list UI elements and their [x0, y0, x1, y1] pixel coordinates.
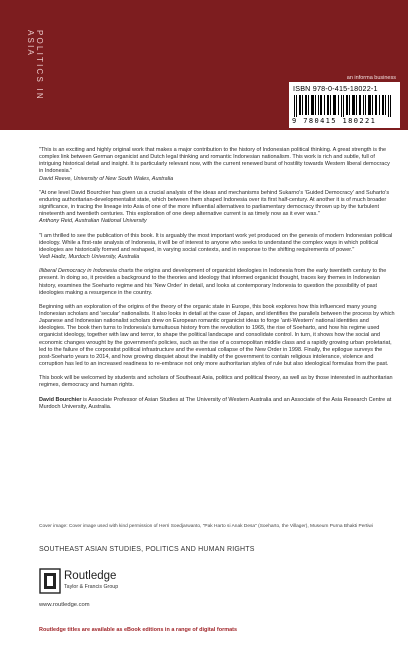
isbn-label: ISBN 978-0-415-18022-1 [293, 84, 378, 93]
routledge-logo-icon [39, 568, 61, 594]
quote-attribution: Vedi Hadiz, Murdoch University, Australia [39, 254, 140, 261]
description-text: charts the origins and development of organicist ideologies in Indonesia from the early twentieth century to the present. In doing so, it provides a background to the theories and ideology that informed organicist thought, traces key themes in Indonesian history, examines the Soeharto regime and his 'New Order' in detail, and looks at contemporary Indonesia to question the possibility of past ideologies making a resurgence in the country. [39, 268, 387, 296]
quote-1 [39, 147, 395, 183]
ebook-notice: Routledge titles are available as eBook editions in a range of digital formats [39, 627, 238, 633]
publisher-website: www.routledge.com [39, 602, 90, 608]
quote-attribution: Anthony Reid, Australian National University [39, 218, 147, 225]
series-subject-line: SOUTHEAST ASIAN STUDIES, POLITICS AND HUMAN RIGHTS [39, 546, 255, 553]
publisher-group: Taylor & Francis Group [64, 584, 119, 590]
quote-attribution: David Reeve, University of New South Wales, Australia [39, 175, 174, 182]
quote-text: "I am thrilled to see the publication of this book. It is arguably the most important work yet produced on the genesis of modern Indonesian political ideology. While a first-rate analysis of Indonesia, it will be of interest to anyone who seeks to understand the complex ways in which political ideologies are historically formed and reshaped, in varying social contexts, and in response to the shifting requirements of power." [39, 232, 393, 253]
cover-header-band [0, 0, 408, 130]
publisher-logo [39, 568, 159, 596]
barcode-icon [292, 95, 397, 117]
back-cover-text [39, 147, 395, 418]
quote-2 [39, 190, 395, 226]
publisher-name: Routledge [64, 570, 117, 582]
author-name: David Bourchier [39, 396, 82, 403]
quote-3 [39, 233, 395, 262]
cover-image-credit: Cover image: Cover image used with kind permission of Herri Soedjarwanto, "Pak Harto si Anak Desa" (Soeharto, the Villager), Museum Purna Bhakti Pertiwi [39, 524, 373, 529]
series-spine-title: POLITICS IN ASIA [26, 30, 44, 101]
description-paragraph-3: This book will be welcomed by students and scholars of Southeast Asia, politics and political theory, as well as by those interested in authoritarian regimes, democracy and human rights. [39, 375, 393, 389]
barcode-digits: 9 780415 180221 [292, 117, 377, 125]
book-title: Illiberal Democracy in Indonesia [39, 268, 117, 275]
description-paragraph-2: Beginning with an exploration of the origins of the theory of the organic state in Europe, this book explores how this influenced many young Indonesian scholars and 'secular' nationalists. It also looks in detail at the case of Japan, and identifies the parallels between the process by which Japanese and Indonesian nationalist scholars drew on European romantic organicist ideas to forge 'anti-Western' national identities and ideologies. The book then turns to Indonesia's tumultuous history from the revolution to 1965, the rise of Soeharto, and how his regime used organicist ideology, together with law and terror, to shape the political landscape and consolidate control. In turn, it shows how the social and economic changes wrought by the government's policies, such as the rise of a cosmopolitan middle class and a rapidly growing urban proletariat, led to the failure of the corporatist political infrastructure and the eventual collapse of the New Order in 1998. Finally, the epilogue surveys the post-Soeharto years to 2014, and how growing disquiet about the inability of the government to contain religious intolerance, violence and corruption has led to an increased readiness to re-embrace not only more authoritarian styles of rule but also ideological formulas from the past. [39, 303, 395, 368]
isbn-barcode-box [289, 82, 400, 128]
author-bio-text: is Associate Professor of Asian Studies at The University of Western Australia and an Associate of the Asia Research Centre at Murdoch University, Australia. [39, 396, 392, 410]
author-bio [39, 397, 395, 411]
description-paragraph-1 [39, 268, 395, 297]
quote-text: "This is an exciting and highly original work that makes a major contribution to the history of Indonesian political thinking. A great strength is the complex link between German organicist and Dutch legal thinking and romantic Indonesian nationalism. This work is rich and subtle, full of intriguing historical detail and insight. It is particularly relevant now, with the current renewed burst of hostility towards Western liberal democracy in Indonesia." [39, 147, 390, 175]
quote-text: "At one level David Bourchier has given us a crucial analysis of the ideas and mechanisms behind Sukarno's 'Guided Democracy' and Suharto's enduring authoritarian-developmentalist state, which between them shaped Indonesia over its first half-century. At another it is of much broader significance, in tracing the lineage into Asia of one of the more influential alternatives to parliamentary democracy thrown up by the turbulent nineteenth and twentieth centuries. This exploration of one deep alternative current is as timely now as it ever was." [39, 189, 390, 218]
publisher-tag: an informa business [346, 75, 396, 81]
